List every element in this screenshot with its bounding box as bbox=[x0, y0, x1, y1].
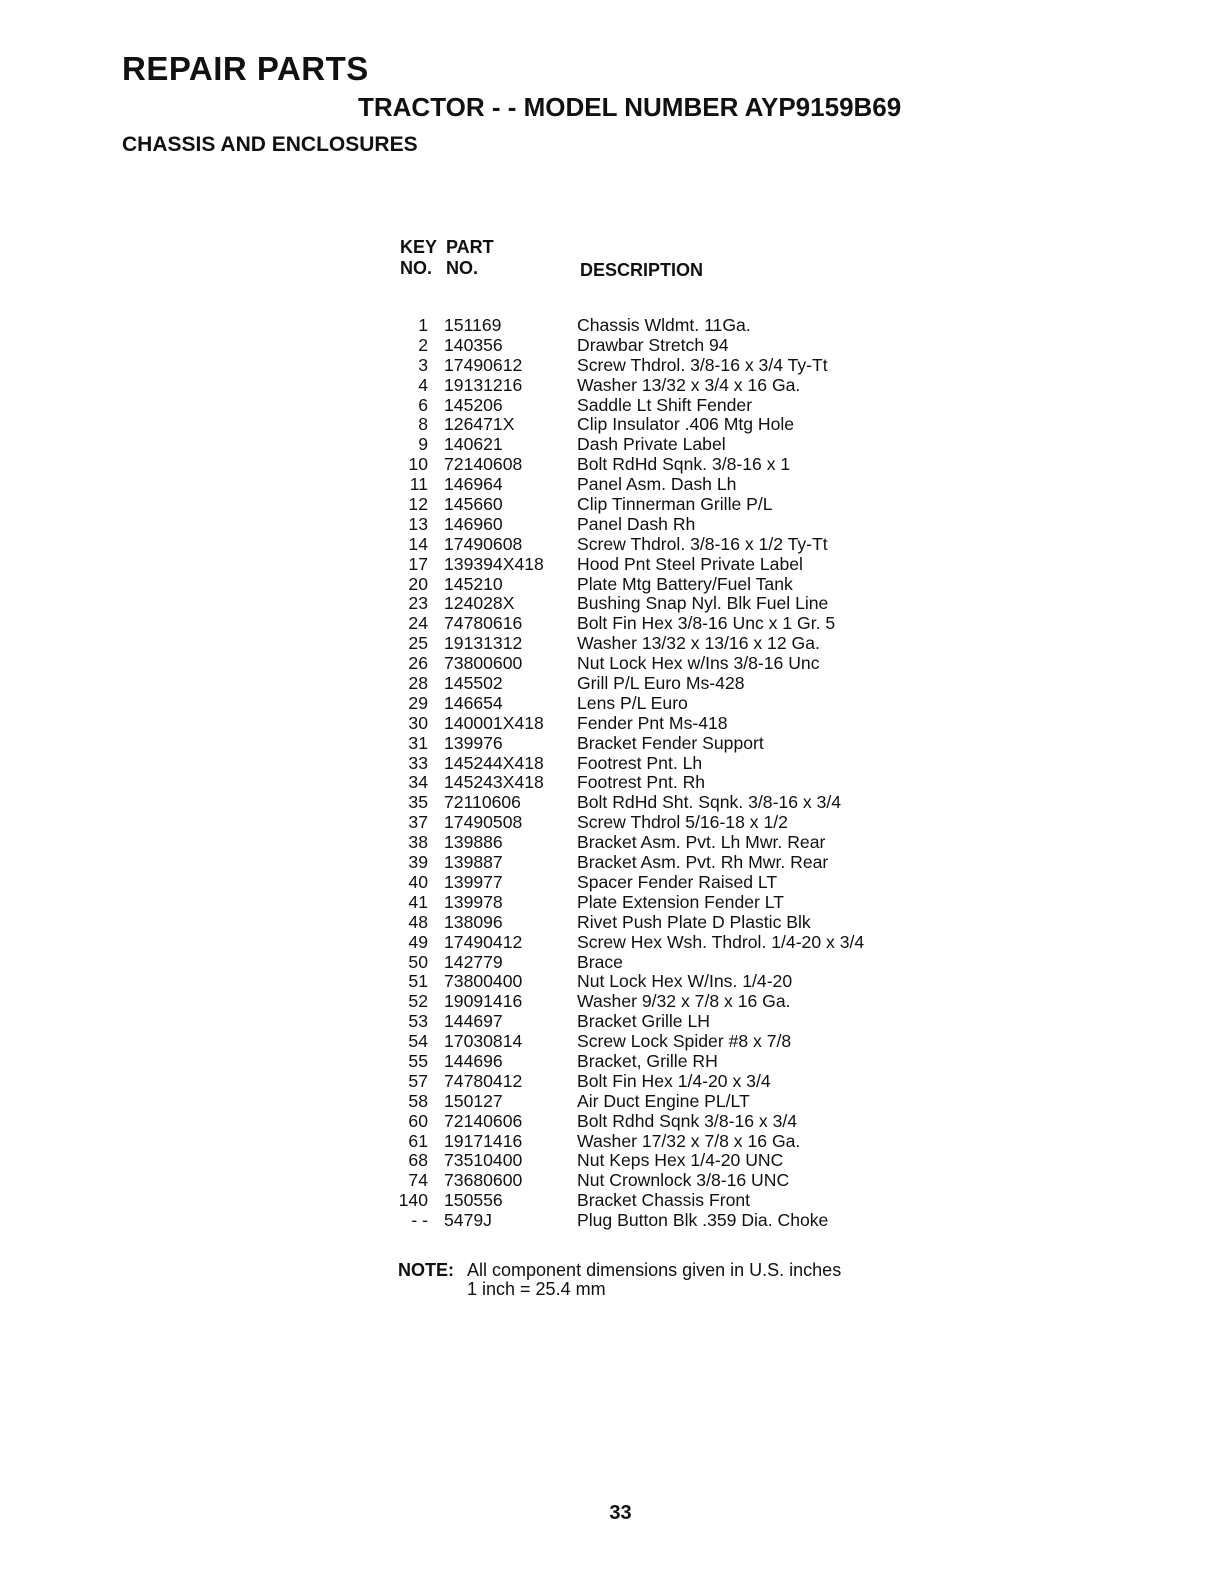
key-cell: 58 bbox=[408, 1090, 428, 1111]
part-number-cell: 145660 bbox=[444, 494, 503, 515]
key-cell: 51 bbox=[408, 971, 428, 992]
table-row bbox=[380, 415, 980, 435]
key-cell: 53 bbox=[408, 1011, 428, 1032]
description-cell: Bracket Fender Support bbox=[577, 732, 764, 753]
key-cell: 52 bbox=[408, 991, 428, 1012]
key-cell: 50 bbox=[408, 951, 428, 972]
description-cell: Washer 17/32 x 7/8 x 16 Ga. bbox=[577, 1130, 801, 1151]
description-cell: Air Duct Engine PL/LT bbox=[577, 1090, 750, 1111]
key-cell: 28 bbox=[408, 673, 428, 694]
description-cell: Plug Button Blk .359 Dia. Choke bbox=[577, 1210, 829, 1231]
table-row bbox=[380, 953, 980, 973]
table-row bbox=[380, 594, 980, 614]
description-cell: Bracket Chassis Front bbox=[577, 1190, 751, 1211]
table-row bbox=[380, 634, 980, 654]
key-cell: 140 bbox=[398, 1190, 428, 1211]
table-row bbox=[380, 1112, 980, 1132]
part-number-cell: 145502 bbox=[444, 673, 503, 694]
key-cell: 68 bbox=[408, 1150, 428, 1171]
description-cell: Plate Extension Fender LT bbox=[577, 891, 785, 912]
part-number-cell: 72140608 bbox=[444, 454, 523, 475]
table-row bbox=[380, 1012, 980, 1032]
description-header: DESCRIPTION bbox=[580, 260, 704, 280]
key-cell: 1 bbox=[418, 315, 428, 335]
key-cell: 17 bbox=[408, 553, 428, 574]
part-no-header bbox=[446, 237, 494, 279]
description-cell: Bolt Fin Hex 3/8-16 Unc x 1 Gr. 5 bbox=[577, 613, 836, 634]
description-cell: Grill P/L Euro Ms-428 bbox=[577, 673, 745, 694]
table-row bbox=[380, 674, 980, 694]
description-cell: Nut Lock Hex w/Ins 3/8-16 Unc bbox=[577, 653, 820, 674]
description-cell: Washer 13/32 x 3/4 x 16 Ga. bbox=[577, 374, 801, 395]
table-row bbox=[380, 555, 980, 575]
description-cell: Clip Insulator .406 Mtg Hole bbox=[577, 414, 795, 435]
table-row bbox=[380, 1171, 980, 1191]
key-cell: 26 bbox=[408, 653, 428, 674]
part-number-cell: 74780616 bbox=[444, 613, 523, 634]
table-row bbox=[380, 1052, 980, 1072]
description-cell: Footrest Pnt. Lh bbox=[577, 752, 703, 773]
key-cell: - - bbox=[411, 1210, 428, 1231]
part-number-cell: 146960 bbox=[444, 513, 503, 534]
key-header-line2: NO. bbox=[400, 258, 433, 278]
description-cell: Hood Pnt Steel Private Label bbox=[577, 553, 803, 574]
section-heading: CHASSIS AND ENCLOSURES bbox=[122, 133, 418, 156]
key-cell: 57 bbox=[408, 1070, 428, 1091]
note-label: NOTE: bbox=[398, 1260, 454, 1280]
table-row bbox=[380, 734, 980, 754]
description-cell: Bracket Asm. Pvt. Rh Mwr. Rear bbox=[577, 852, 829, 873]
key-cell: 48 bbox=[408, 911, 428, 932]
key-cell: 20 bbox=[408, 573, 428, 594]
parts-list bbox=[380, 316, 980, 1231]
key-cell: 23 bbox=[408, 593, 428, 614]
table-row bbox=[380, 1072, 980, 1092]
table-row bbox=[380, 972, 980, 992]
table-row bbox=[380, 376, 980, 396]
key-cell: 29 bbox=[408, 692, 428, 713]
part-number-cell: 142779 bbox=[444, 951, 503, 972]
part-number-cell: 150556 bbox=[444, 1190, 503, 1211]
table-row bbox=[380, 1132, 980, 1152]
part-number-cell: 139976 bbox=[444, 732, 503, 753]
description-cell: Rivet Push Plate D Plastic Blk bbox=[577, 911, 811, 932]
part-number-cell: 146654 bbox=[444, 692, 503, 713]
description-cell: Dash Private Label bbox=[577, 434, 726, 455]
key-cell: 9 bbox=[418, 434, 428, 455]
part-number-cell: 140621 bbox=[444, 434, 503, 455]
part-number-cell: 145244X418 bbox=[444, 752, 544, 773]
part-number-cell: 72110606 bbox=[444, 792, 521, 813]
key-cell: 54 bbox=[408, 1031, 428, 1052]
part-number-cell: 126471X bbox=[444, 414, 515, 435]
key-cell: 13 bbox=[408, 513, 428, 534]
part-number-cell: 139887 bbox=[444, 852, 503, 873]
description-cell: Washer 9/32 x 7/8 x 16 Ga. bbox=[577, 991, 791, 1012]
table-row bbox=[380, 793, 980, 813]
part-header-line2: NO. bbox=[446, 258, 479, 278]
key-cell: 6 bbox=[418, 394, 428, 415]
part-number-cell: 144697 bbox=[444, 1011, 503, 1032]
part-number-cell: 140001X418 bbox=[444, 712, 544, 733]
table-row bbox=[380, 754, 980, 774]
key-cell: 8 bbox=[418, 414, 428, 435]
key-cell: 2 bbox=[418, 334, 428, 355]
part-number-cell: 19131216 bbox=[444, 374, 523, 395]
description-cell: Screw Thdrol. 3/8-16 x 3/4 Ty-Tt bbox=[577, 354, 828, 375]
description-cell: Clip Tinnerman Grille P/L bbox=[577, 494, 773, 515]
part-number-cell: 151169 bbox=[444, 315, 502, 335]
description-cell: Chassis Wldmt. 11Ga. bbox=[577, 315, 751, 335]
key-cell: 25 bbox=[408, 633, 428, 654]
table-row bbox=[380, 893, 980, 913]
table-row bbox=[380, 1151, 980, 1171]
model-subtitle: TRACTOR - - MODEL NUMBER AYP9159B69 bbox=[358, 92, 902, 122]
key-no-header bbox=[400, 237, 437, 279]
description-cell: Bolt Rdhd Sqnk 3/8-16 x 3/4 bbox=[577, 1110, 798, 1131]
description-cell: Bracket Asm. Pvt. Lh Mwr. Rear bbox=[577, 832, 826, 853]
description-cell: Screw Thdrol 5/16-18 x 1/2 bbox=[577, 812, 788, 833]
table-row bbox=[380, 475, 980, 495]
part-number-cell: 145243X418 bbox=[444, 772, 544, 793]
key-cell: 38 bbox=[408, 832, 428, 853]
table-row bbox=[380, 1032, 980, 1052]
key-cell: 10 bbox=[408, 454, 428, 475]
table-row bbox=[380, 714, 980, 734]
table-row bbox=[380, 316, 980, 336]
key-cell: 49 bbox=[408, 931, 428, 952]
description-cell: Bracket Grille LH bbox=[577, 1011, 710, 1032]
part-number-cell: 144696 bbox=[444, 1050, 503, 1071]
key-cell: 40 bbox=[408, 871, 428, 892]
part-number-cell: 17490508 bbox=[444, 812, 523, 833]
table-row bbox=[380, 1092, 980, 1112]
part-number-cell: 17490412 bbox=[444, 931, 523, 952]
description-cell: Brace bbox=[577, 951, 623, 972]
part-number-cell: 19091416 bbox=[444, 991, 523, 1012]
key-cell: 12 bbox=[408, 494, 428, 515]
key-cell: 39 bbox=[408, 852, 428, 873]
page-title: REPAIR PARTS bbox=[122, 50, 369, 87]
part-number-cell: 145210 bbox=[444, 573, 503, 594]
table-row bbox=[380, 992, 980, 1012]
table-row bbox=[380, 336, 980, 356]
table-row bbox=[380, 614, 980, 634]
part-number-cell: 73800400 bbox=[444, 971, 523, 992]
description-cell: Screw Thdrol. 3/8-16 x 1/2 Ty-Tt bbox=[577, 533, 828, 554]
table-row bbox=[380, 853, 980, 873]
part-number-cell: 139394X418 bbox=[444, 553, 544, 574]
table-row bbox=[380, 396, 980, 416]
key-cell: 61 bbox=[408, 1130, 428, 1151]
key-cell: 24 bbox=[408, 613, 428, 634]
table-row bbox=[380, 654, 980, 674]
description-cell: Saddle Lt Shift Fender bbox=[577, 394, 753, 415]
table-row bbox=[380, 1191, 980, 1211]
table-row bbox=[380, 773, 980, 793]
description-cell: Bolt RdHd Sqnk. 3/8-16 x 1 bbox=[577, 454, 791, 475]
page-number: 33 bbox=[609, 1502, 632, 1524]
description-cell: Screw Lock Spider #8 x 7/8 bbox=[577, 1031, 792, 1052]
key-cell: 34 bbox=[408, 772, 428, 793]
description-cell: Bracket, Grille RH bbox=[577, 1050, 718, 1071]
part-number-cell: 5479J bbox=[444, 1210, 492, 1231]
key-cell: 37 bbox=[408, 812, 428, 833]
description-cell: Nut Keps Hex 1/4-20 UNC bbox=[577, 1150, 784, 1171]
note-line-2: 1 inch = 25.4 mm bbox=[467, 1279, 606, 1299]
key-cell: 60 bbox=[408, 1110, 428, 1131]
part-number-cell: 124028X bbox=[444, 593, 515, 614]
table-row bbox=[380, 455, 980, 475]
table-row bbox=[380, 1211, 980, 1231]
table-row bbox=[380, 933, 980, 953]
part-number-cell: 150127 bbox=[444, 1090, 503, 1111]
part-number-cell: 139978 bbox=[444, 891, 503, 912]
key-header-line1: KEY bbox=[400, 237, 438, 257]
table-row bbox=[380, 813, 980, 833]
part-number-cell: 17490612 bbox=[444, 354, 523, 375]
note-line-1: All component dimensions given in U.S. inches bbox=[467, 1260, 842, 1280]
description-cell: Fender Pnt Ms-418 bbox=[577, 712, 728, 733]
description-cell: Bushing Snap Nyl. Blk Fuel Line bbox=[577, 593, 829, 614]
table-row bbox=[380, 435, 980, 455]
description-cell: Nut Crownlock 3/8-16 UNC bbox=[577, 1170, 790, 1191]
description-cell: Plate Mtg Battery/Fuel Tank bbox=[577, 573, 793, 594]
part-number-cell: 140356 bbox=[444, 334, 503, 355]
part-number-cell: 19131312 bbox=[444, 633, 523, 654]
table-row bbox=[380, 495, 980, 515]
description-cell: Screw Hex Wsh. Thdrol. 1/4-20 x 3/4 bbox=[577, 931, 865, 952]
part-header-line1: PART bbox=[446, 237, 494, 257]
description-cell: Bolt Fin Hex 1/4-20 x 3/4 bbox=[577, 1070, 771, 1091]
part-number-cell: 17030814 bbox=[444, 1031, 523, 1052]
key-cell: 41 bbox=[408, 891, 428, 912]
key-cell: 74 bbox=[408, 1170, 428, 1191]
description-cell: Footrest Pnt. Rh bbox=[577, 772, 706, 793]
key-cell: 4 bbox=[418, 374, 428, 395]
table-row bbox=[380, 694, 980, 714]
table-row bbox=[380, 535, 980, 555]
key-cell: 30 bbox=[408, 712, 428, 733]
key-cell: 55 bbox=[408, 1050, 428, 1071]
part-number-cell: 73510400 bbox=[444, 1150, 523, 1171]
description-cell: Panel Asm. Dash Lh bbox=[577, 474, 737, 495]
table-row bbox=[380, 575, 980, 595]
part-number-cell: 138096 bbox=[444, 911, 503, 932]
part-number-cell: 139977 bbox=[444, 871, 503, 892]
key-cell: 3 bbox=[418, 354, 428, 375]
key-cell: 33 bbox=[408, 752, 428, 773]
table-row bbox=[380, 833, 980, 853]
part-number-cell: 19171416 bbox=[444, 1130, 523, 1151]
description-cell: Lens P/L Euro bbox=[577, 692, 688, 713]
table-row bbox=[380, 873, 980, 893]
part-number-cell: 73680600 bbox=[444, 1170, 523, 1191]
description-cell: Washer 13/32 x 13/16 x 12 Ga. bbox=[577, 633, 820, 654]
table-row bbox=[380, 913, 980, 933]
description-cell: Spacer Fender Raised LT bbox=[577, 871, 778, 892]
table-row bbox=[380, 356, 980, 376]
description-cell: Drawbar Stretch 94 bbox=[577, 334, 729, 355]
part-number-cell: 72140606 bbox=[444, 1110, 523, 1131]
description-cell: Nut Lock Hex W/Ins. 1/4-20 bbox=[577, 971, 793, 992]
description-cell: Panel Dash Rh bbox=[577, 513, 696, 534]
key-cell: 11 bbox=[409, 474, 428, 495]
part-number-cell: 145206 bbox=[444, 394, 503, 415]
key-cell: 31 bbox=[408, 732, 428, 753]
part-number-cell: 139886 bbox=[444, 832, 503, 853]
part-number-cell: 74780412 bbox=[444, 1070, 523, 1091]
key-cell: 35 bbox=[408, 792, 428, 813]
description-cell: Bolt RdHd Sht. Sqnk. 3/8-16 x 3/4 bbox=[577, 792, 842, 813]
key-cell: 14 bbox=[408, 533, 428, 554]
part-number-cell: 73800600 bbox=[444, 653, 523, 674]
part-number-cell: 17490608 bbox=[444, 533, 523, 554]
table-row bbox=[380, 515, 980, 535]
part-number-cell: 146964 bbox=[444, 474, 503, 495]
